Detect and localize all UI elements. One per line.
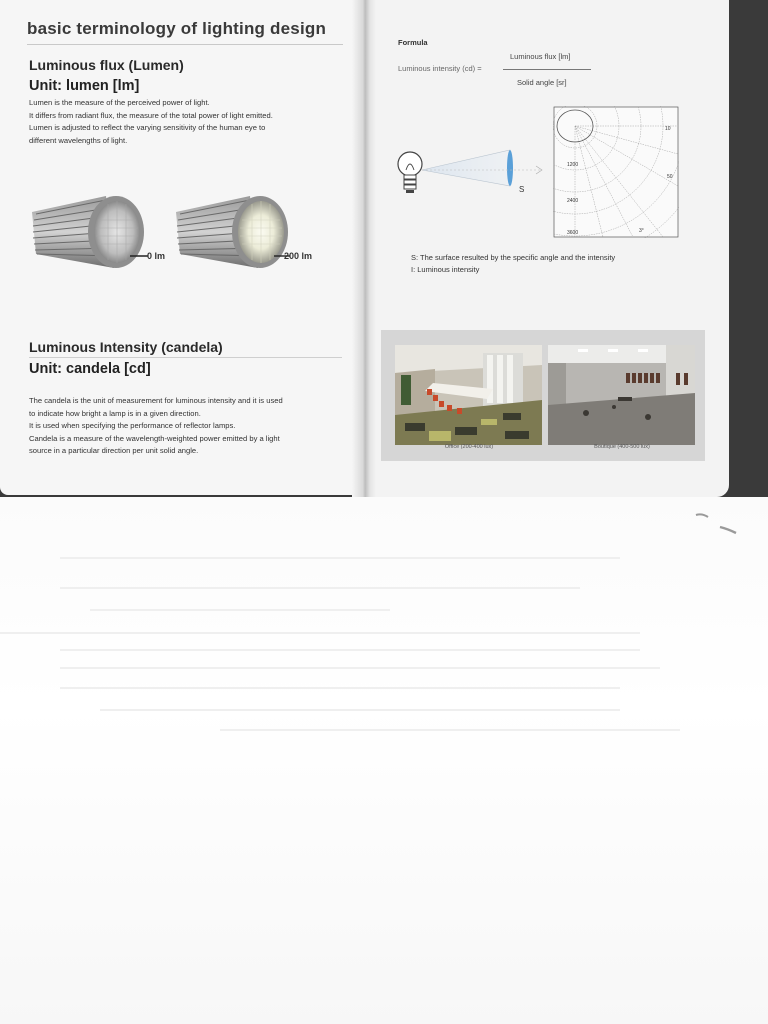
lumen-unit: Unit: lumen [lm] [29,78,140,94]
lumen-line: Lumen is the measure of the perceived power of light. [29,98,210,107]
office-photo [395,340,542,450]
formula-denominator: Solid angle [sr] [517,78,567,87]
polar-label: 50 [667,174,673,180]
lamp-off-image [28,190,150,276]
boutique-caption: Boutique (400-500 lux) [594,444,650,450]
smudge-mark [694,507,742,537]
legend-intensity: I: Luminous intensity [411,265,480,274]
lamp-off-label: 0 lm [147,251,166,261]
polar-label: 10 [665,126,671,132]
lumen-title: Luminous flux (Lumen) [29,57,184,73]
polar-label: 1200 [567,162,579,168]
lamp-on-label: 200 lm [284,251,313,261]
polar-label: 3600 [567,230,579,236]
candela-line: Candela is a measure of the wavelength-weighted power emitted by a light [29,433,280,443]
surface-label: S [519,185,525,194]
candela-paragraph [29,395,339,458]
legend-surface: S: The surface resulted by the specific angle and the intensity [411,253,616,262]
fraction-bar [503,69,591,70]
lamp-on-image [172,190,294,276]
candela-line: source in a particular direction per unit solid angle. [29,446,199,456]
candela-line: The candela is the unit of measurement for luminous intensity and it is used [29,396,283,405]
book-gutter [352,0,376,497]
scanned-book-spread [0,0,768,497]
polar-label: 3° [639,228,644,234]
candela-line: to indicate how bright a lamp is in a given direction. [29,408,201,418]
boutique-photo [548,340,695,450]
surface-ellipse [507,150,513,186]
lumen-line: Lumen is adjusted to reflect the varying sensitivity of the human eye to [29,123,266,133]
blank-scan-area [0,497,768,1024]
formula-title: Formula [398,38,428,47]
candela-line: It is used when specifying the performance of reflector lamps. [29,421,236,431]
lumen-line: different wavelengths of light. [29,135,128,145]
candela-title: Luminous Intensity (candela) [29,339,223,355]
polar-distribution-diagram [553,106,679,238]
light-cone [422,150,510,186]
lumen-paragraph [29,97,339,147]
section-header: basic terminology of lighting design [27,19,343,45]
office-caption: Office (200-400 lux) [444,444,494,450]
candela-unit: Unit: candela [cd] [29,361,151,377]
candela-divider [29,357,342,358]
lumen-line: It differs from radiant flux, the measure of the total power of light emitted. [29,110,273,120]
lightbulb-icon [398,152,422,193]
formula-lhs: Luminous intensity (cd) = [398,64,482,73]
formula-numerator: Luminous flux [lm] [510,52,571,61]
bulb-beam-diagram [392,140,552,210]
polar-label: 2400 [567,198,579,204]
